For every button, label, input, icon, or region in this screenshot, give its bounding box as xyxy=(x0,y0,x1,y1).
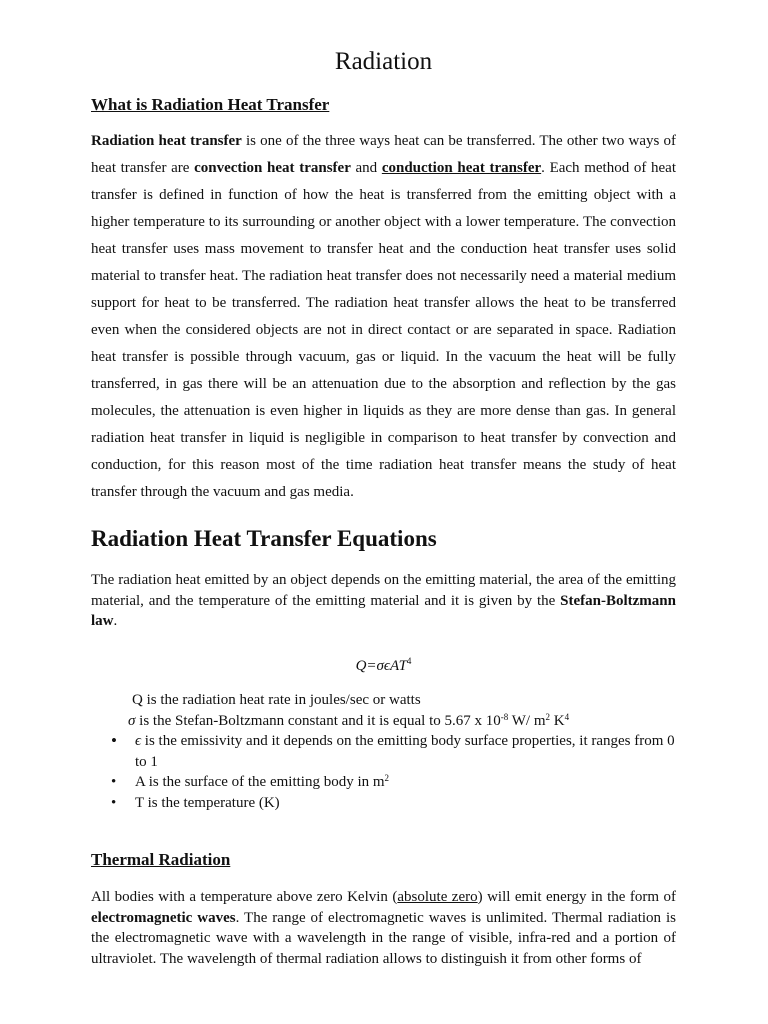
list-item: • T is the temperature (K) xyxy=(91,793,676,814)
link-absolute-zero[interactable]: absolute zero xyxy=(397,889,478,905)
term-electromagnetic-waves: electromagnetic waves xyxy=(91,909,236,926)
epsilon-symbol: ϵ xyxy=(135,733,142,749)
bullet: • xyxy=(111,731,117,750)
list-item: Q is the radiation heat rate in joules/sec or watts xyxy=(132,692,421,708)
term-convection-heat-transfer: convection heat transfer xyxy=(194,160,351,176)
equation-variable-list xyxy=(91,690,676,813)
bullet: • xyxy=(111,774,117,790)
paragraph-thermal-radiation: All bodies with a temperature above zero Kelvin (absolute zero) will emit energy in the form of electromagnetic waves. The range of electromagnetic waves is unlimited. Thermal radiation is the electromagnetic wave with a wavelength in the range of visible, infra-red and a portion of ultraviolet. The wavelength of thermal radiation allows to distinguish it from other forms of xyxy=(91,889,676,967)
bullet: • xyxy=(111,794,117,811)
list-item: σ is the Stefan-Boltzmann constant and it is equal to 5.67 x $10^{-8}$ W/ $m^2$ $K^4$ xyxy=(128,711,570,729)
equation-stefan-boltzmann: Q=σϵAT$^4$ xyxy=(355,656,412,674)
term-stefan-boltzmann-law: Stefan-Boltzmann law xyxy=(91,592,676,629)
list-item: • ϵ is the emissivity and it depends on the emitting body surface properties, it ranges from 0 to 1 xyxy=(111,731,675,770)
page-title: Radiation xyxy=(334,48,433,75)
paragraph-radiation-intro: Radiation heat transfer is one of the three ways heat can be transferred. The other two ways of heat transfer are convection heat transfer and conduction heat transfer. Each method of heat transfer is defined in function of how the heat is transferred from the emitting object with a higher temperature to its surrounding or another object with a lower temperature. The convection heat transfer uses mass movement to transfer heat and the conduction heat transfer uses solid material to transfer heat. The radiation heat transfer does not necessarily need a material medium support for heat to be transferred. The radiation heat transfer allows the heat to be transferred even when the considered objects are not in direct contact or are separated in space. Radiation heat transfer is possible through vacuum, gas or liquid. In the vacuum the heat will be fully transferred, in gas there will be an attenuation due to the absorption and reflection by the gas molecules, the attenuation is even higher in liquids as they are more dense than gas. In general radiation heat transfer in liquid is negligible in comparison to heat transfer by convection and conduction, for this reason most of the time radiation heat transfer means the study of heat transfer through the vacuum and gas media. xyxy=(91,133,676,500)
section-heading-what-is-radiation: What is Radiation Heat Transfer xyxy=(91,95,330,114)
list-item: • A is the surface of the emitting body in $m^2$ xyxy=(91,772,676,793)
term-radiation-heat-transfer: Radiation heat transfer xyxy=(91,133,242,149)
link-conduction-heat-transfer[interactable]: conduction heat transfer xyxy=(381,160,542,176)
section-heading-equations: Radiation Heat Transfer Equations xyxy=(91,526,437,551)
section-heading-thermal-radiation: Thermal Radiation xyxy=(91,850,231,869)
paragraph-stefan-boltzmann: The radiation heat emitted by an object depends on the emitting material, the area of the emitting material, and the temperature of the emitting material and it is given by the Stefan-Boltzmann law. xyxy=(91,572,676,629)
sigma-symbol: σ xyxy=(128,712,136,729)
